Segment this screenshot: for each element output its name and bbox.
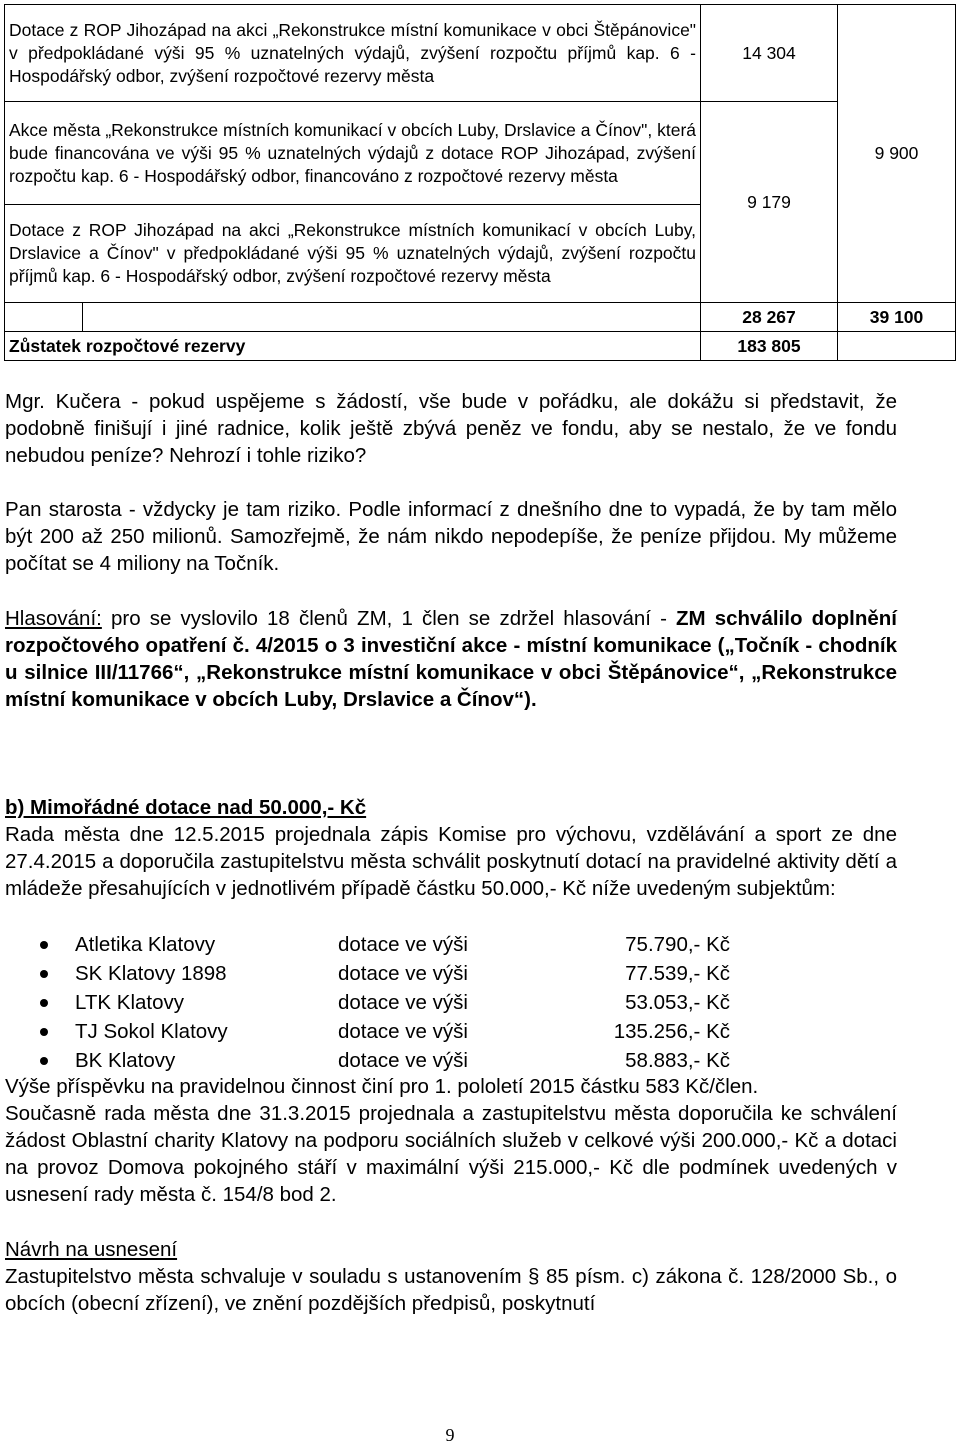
proposal-text: Zastupitelstvo města schvaluje v souladu s ustanovením § 85 písm. c) zákona č. 128/2000 Sb., o obcích (obecní zřízení), ve znění pozdějších předpisů, poskytnutí — [5, 1265, 897, 1315]
table-cell-value-c: 9 179 — [701, 102, 838, 303]
vote-label: Hlasování: — [5, 607, 102, 630]
vote-text: pro se vyslovilo 18 členů ZM, 1 člen se zdržel hlasování - — [101, 607, 677, 630]
table-sum-b: 39 100 — [838, 303, 956, 332]
contribution-text: Výše příspěvku na pravidelnou činnost činí pro 1. pololetí 2015 částku 583 Kč/člen. — [5, 1075, 759, 1098]
table-cell-description — [5, 205, 701, 303]
recipient-label: dotace ve výši — [338, 991, 468, 1014]
recipient-amount: 135.256,- Kč — [613, 1020, 730, 1043]
recipient-amount: 53.053,- Kč — [625, 991, 730, 1014]
charity-paragraph: Současně rada města dne 31.3.2015 projednala a zastupitelstvu města doporučila ke schválení žádost Oblastní charity Klatovy na podporu sociálních služeb v celkové výši 200.000,- Kč a dotaci na provoz Domova pokojného stáří v maximální výši 215.000,- Kč dle podmínek uvedených v usnesení rady města č. 154/8 bod 2. — [5, 1102, 897, 1206]
table-item-2: Akce města „Rekonstrukce místních komunikací v obcích Luby, Drslavice a Čínov", která bude financována ve výši 95 % uznatelných výdajů z dotace ROP Jihozápad, zvýšení rozpočtu kap. 6 - Hospodářský odbor, financováno z rozpočtové rezervy města — [9, 119, 697, 186]
section-b-heading: b) Mimořádné dotace nad 50.000,- Kč — [5, 796, 367, 819]
table-balance-label: Zůstatek rozpočtové rezervy — [5, 332, 701, 361]
bullet-icon — [40, 1028, 48, 1036]
bullet-icon — [40, 999, 48, 1007]
table-sum-a: 28 267 — [701, 303, 838, 332]
recipient-label: dotace ve výši — [338, 933, 468, 956]
page-number: 9 — [445, 1425, 455, 1445]
paragraph-kucera: Mgr. Kučera - pokud uspějeme s žádostí, vše bude v pořádku, ale dokážu si představit, že podobně finišují i jiné radnice, kolik ještě zbývá peněz ve fondu, aby se nestalo, že ve fondu nebudou peníze? Nehrozí i tohle riziko? — [5, 390, 897, 467]
list-item — [5, 988, 765, 1017]
table-cell-empty — [838, 332, 956, 361]
recipient-amount: 75.790,- Kč — [625, 933, 730, 956]
recipient-name: BK Klatovy — [75, 1049, 176, 1072]
recipients-list — [5, 930, 765, 1075]
table-balance-value: 183 805 — [701, 332, 838, 361]
table-cell-description — [5, 102, 701, 205]
recipient-label: dotace ve výši — [338, 1020, 468, 1043]
vote-decision: ZM schválilo doplnění rozpočtového opatření č. 4/2015 o 3 investiční akce - místní komunikace („Točník - chodník u silnice III/11766“, „Rekonstrukce místní komunikace v obci Štěpánovice“, „Rekonstrukce místní komunikace v obcích Luby, Drslavice a Čínov“). — [5, 607, 897, 711]
recipient-label: dotace ve výši — [338, 962, 468, 985]
table-cell-empty — [83, 303, 701, 332]
recipient-name: SK Klatovy 1898 — [75, 962, 227, 985]
section-b-intro: Rada města dne 12.5.2015 projednala zápis Komise pro výchovu, vzdělávání a sport ze dne 27.4.2015 a doporučila zastupitelstvu města schválit poskytnutí dotací na pravidelné aktivity dětí a mládeže přesahujících v jednotlivém případě částku 50.000,- Kč níže uvedeným subjektům: — [5, 823, 897, 900]
table-item-1: Dotace z ROP Jihozápad na akci „Rekonstrukce místní komunikace v obci Štěpánovice" v předpokládané výši 95 % uznatelných výdajů, zvýšení rozpočtu příjmů kap. 6 - Hospodářský odbor, zvýšení rozpočtové rezervy města — [9, 19, 697, 86]
recipient-amount: 77.539,- Kč — [625, 962, 730, 985]
recipient-name: Atletika Klatovy — [75, 933, 216, 956]
paragraph-starosta: Pan starosta - vždycky je tam riziko. Podle informací z dnešního dne to vypadá, že by tam mělo být 200 až 250 milionů. Samozřejmě, že nám nikdo nepodepíše, že peníze přijdou. My můžeme počítat se 4 miliony na Točník. — [5, 498, 897, 575]
bullet-icon — [40, 970, 48, 978]
recipient-name: TJ Sokol Klatovy — [75, 1020, 228, 1043]
budget-table — [4, 4, 956, 361]
table-cell-empty — [5, 303, 83, 332]
list-item — [5, 959, 765, 988]
recipient-amount: 58.883,- Kč — [625, 1049, 730, 1072]
table-cell-value-a: 14 304 — [701, 5, 838, 102]
list-item — [5, 1017, 765, 1046]
bullet-icon — [40, 941, 48, 949]
table-item-3: Dotace z ROP Jihozápad na akci „Rekonstrukce místních komunikací v obcích Luby, Drslavice a Čínov" v předpokládané výši 95 % uznatelných výdajů, zvýšení rozpočtu příjmů kap. 6 - Hospodářský odbor, zvýšení rozpočtové rezervy města — [9, 220, 697, 286]
vote-paragraph — [5, 605, 897, 713]
recipient-name: LTK Klatovy — [75, 991, 184, 1014]
proposal-heading: Návrh na usnesení — [5, 1238, 178, 1261]
bullet-icon — [40, 1057, 48, 1065]
recipient-label: dotace ve výši — [338, 1049, 468, 1072]
table-cell-description — [5, 5, 701, 102]
list-item — [5, 930, 765, 959]
list-item — [5, 1046, 765, 1075]
table-cell-value-b: 9 900 — [838, 5, 956, 303]
